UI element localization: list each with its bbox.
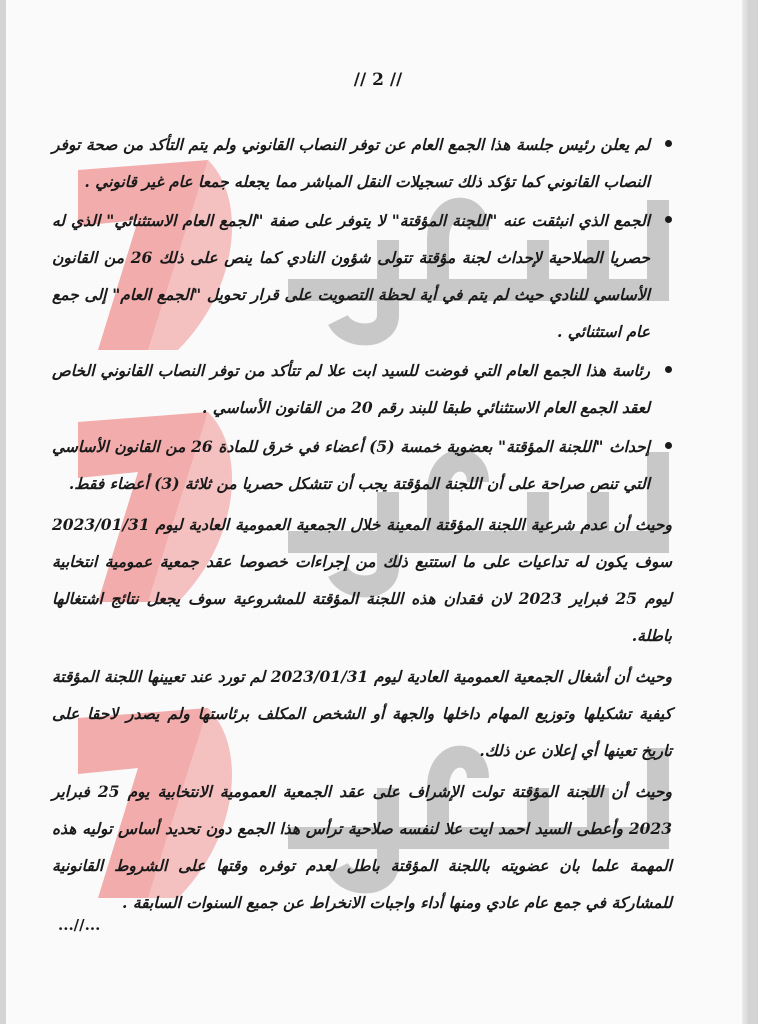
bullet-item bbox=[52, 352, 672, 426]
page-number: // 2 // bbox=[353, 70, 403, 90]
bullet-icon bbox=[665, 442, 672, 449]
bullet-icon bbox=[665, 366, 672, 373]
document-body bbox=[52, 126, 672, 923]
bullet-icon bbox=[665, 140, 672, 147]
bullet-text: لم يعلن رئيس جلسة هذا الجمع العام عن توفر النصاب القانوني ولم يتم التأكد من صحة توفر النصاب القانوني كما تؤكد ذلك تسجيلات النقل المباشر مما يجعله جمعا عام غير قانوني . bbox=[52, 135, 650, 191]
bullet-item bbox=[52, 202, 672, 350]
paragraph: وحيث أن اللجنة المؤقتة تولت الإشراف على عقد الجمعية العمومية الانتخابية يوم 25 فبراير 2023 وأعطى السيد احمد ايت علا لنفسه صلاحية ترأس هذا الجمع دون تحديد أساس توليه هذه المهمة علما بان عضويته باللجنة المؤقتة باطل لعدم توفره وقتها على الشروط القانونية للمشاركة في جمع عام عادي ومنها أداء واجبات الانخراط عن جميع السنوات السابقة . bbox=[52, 782, 672, 912]
paragraph: وحيث أن عدم شرعية اللجنة المؤقتة المعينة خلال الجمعية العمومية العادية ليوم 2023/01/31 سوف يكون له تداعيات على ما استتبع ذلك من إجراءات خصوصا عقد جمعية عمومية انتخابية ليوم 25 فبراير 2023 لان فقدان هذه اللجنة المؤقتة للمشروعية سوف يجعل نتائج اشتغالها باطلة. bbox=[52, 515, 672, 645]
page-edge bbox=[742, 0, 750, 1024]
bullet-item bbox=[52, 428, 672, 502]
paragraph: وحيث أن أشغال الجمعية العمومية العادية ليوم 2023/01/31 لم تورد عند تعيينها اللجنة المؤقتة كيفية تشكيلها وتوزيع المهام داخلها والجهة أو الشخص المكلف برئاستها ولم يصدر لاحقا على تاريخ تعينها أي إعلان عن ذلك. bbox=[52, 667, 672, 760]
bullet-text: رئاسة هذا الجمع العام التي فوضت للسيد ابت علا لم تتأكد من توفر النصاب القانوني الخاص لعقد الجمع العام الاستثنائي طبقا للبند رقم 20 من القانون الأساسي . bbox=[52, 361, 650, 417]
bullet-text: الجمع الذي انبثقت عنه "اللجنة المؤقتة" لا يتوفر على صفة "الجمع العام الاستثنائي" الذي له حصريا الصلاحية لإحداث لجنة مؤقتة تتولى شؤون النادي كما ينص على ذلك 26 من القانون الأساسي للنادي حيث لم يتم في أية لحظة التصويت على قرار تحويل "الجمع العام" إلى جمع عام استثنائي . bbox=[52, 211, 650, 341]
continuation-marker: ...//... bbox=[58, 916, 101, 934]
bullet-list bbox=[52, 126, 672, 502]
bullet-text: إحداث "اللجنة المؤقتة" بعضوية خمسة (5) أعضاء في خرق للمادة 26 من القانون الأساسي التي تنص صراحة على أن اللجنة المؤقتة يجب أن تتشكل حصريا من ثلاثة (3) أعضاء فقط. bbox=[52, 437, 650, 493]
document-page bbox=[6, 0, 750, 1024]
bullet-icon bbox=[665, 216, 672, 223]
bullet-item bbox=[52, 126, 672, 200]
